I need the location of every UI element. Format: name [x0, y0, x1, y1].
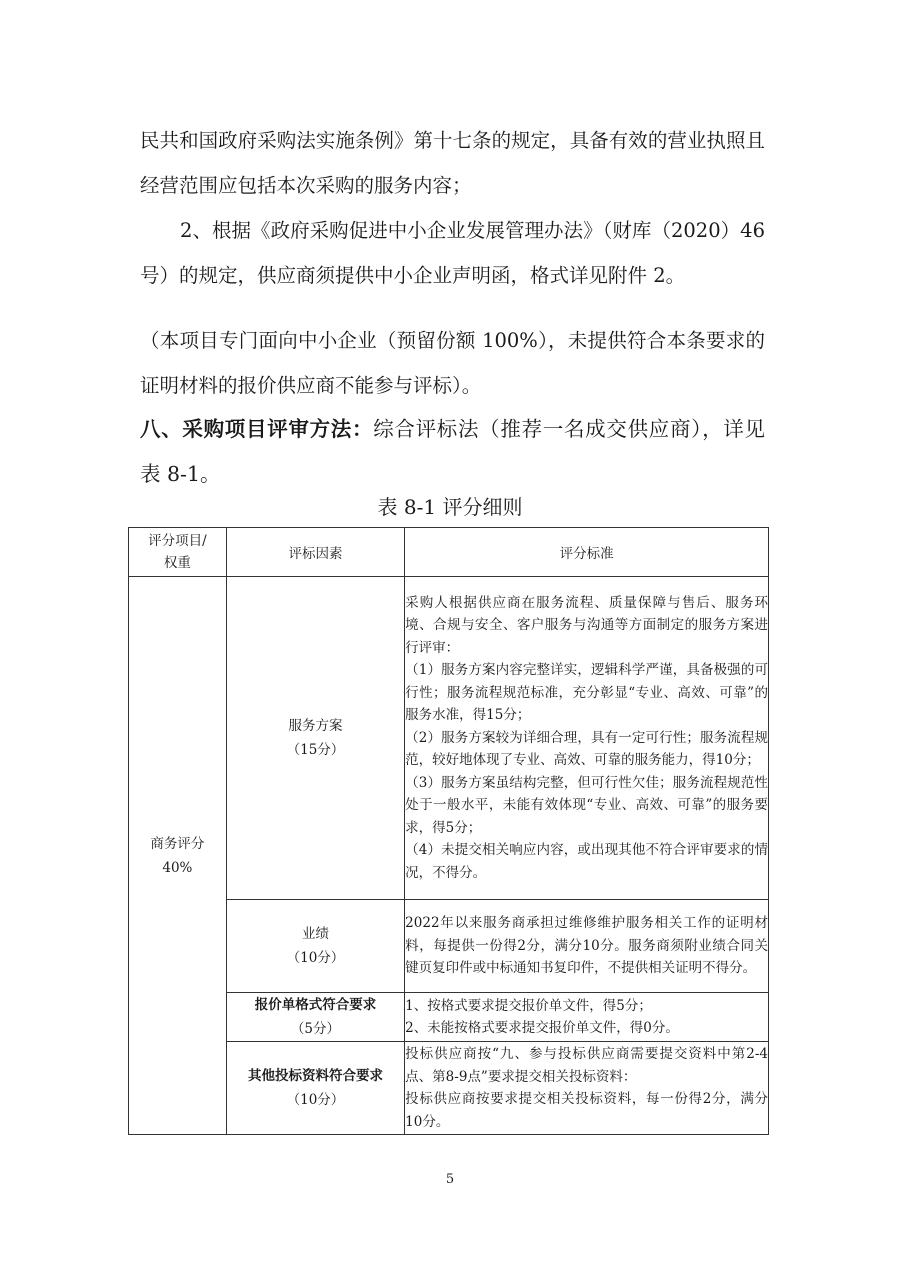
- factor-other-documents: [226, 1042, 404, 1135]
- factor-service-plan: [226, 577, 404, 900]
- criteria-line: （4）未提交相关响应内容，或出现其他不符合评审要求的情况，不得分。: [405, 842, 768, 881]
- category-weight: 40%: [162, 859, 193, 876]
- factor-name: 服务方案: [288, 718, 343, 734]
- category-name: 商务评分: [150, 835, 205, 852]
- criteria-line: 1、按格式要求提交报价单文件，得5分；: [405, 997, 652, 1014]
- factor-name: 其他投标资料符合要求: [247, 1068, 383, 1084]
- paragraph-sme-note: （本项目专门面向中小企业（预留份额 100%），未提供符合本条要求的证明材料的报价供应商不能参与评标）。: [140, 329, 765, 397]
- table-caption: 表 8-1 评分细则: [377, 495, 523, 519]
- criteria-service-plan: [405, 577, 769, 900]
- section-eight-heading: 八、采购项目评审方法：: [140, 417, 374, 441]
- scoring-table: [128, 527, 769, 1135]
- criteria-other-documents: [405, 1042, 769, 1135]
- header-item-weight: [129, 528, 227, 577]
- criteria-line: （1）服务方案内容完整详实，逻辑科学严谨，具备极强的可行性；服务流程规范标准，充分彰显“专业、高效、可靠”的服务水准，得15分；: [405, 662, 768, 724]
- factor-name: 报价单格式符合要求: [254, 997, 377, 1013]
- header-item-line2: 权重: [163, 555, 191, 571]
- criteria-line: （3）服务方案虽结构完整，但可行性欠佳；服务流程规范性处于一般水平，未能有效体现“专业、高效、可靠”的服务要求，得5分；: [405, 774, 768, 836]
- header-item-line1: 评分项目/: [148, 533, 207, 549]
- factor-score: （5分）: [290, 1021, 340, 1037]
- table-row: [129, 577, 769, 900]
- criteria-line: 采购人根据供应商在服务流程、质量保障与售后、服务环境、合规与安全、客户服务与沟通等方面制定的服务方案进行评审：: [405, 594, 768, 656]
- factor-score: （10分）: [286, 950, 345, 966]
- factor-score: （10分）: [286, 1092, 345, 1108]
- criteria-line: （2）服务方案较为详细合理，具有一定可行性；服务流程规范，较好地体现了专业、高效、可靠的服务能力，得10分；: [405, 729, 768, 769]
- header-factor: 评标因素: [226, 528, 404, 577]
- paragraph-qualification-end: 民共和国政府采购法实施条例》第十七条的规定，具备有效的营业执照且经营范围应包括本次采购的服务内容；: [140, 129, 765, 197]
- page-number: 5: [445, 1172, 455, 1187]
- criteria-line: 2、未能按格式要求提交报价单文件，得0分。: [405, 1020, 679, 1036]
- criteria-line: 投标供应商按要求提交相关投标资料，每一份得2分，满分10分。: [405, 1091, 768, 1130]
- criteria-line: 投标供应商按“九、参与投标供应商需要提交资料中第2-4点、第8-9点”要求提交相关投标资料：: [405, 1046, 768, 1085]
- section-eight-body: 综合评标法（推荐一名成交供应商），详见表 8-1。: [140, 417, 766, 486]
- criteria-performance: [405, 900, 769, 993]
- section-eight: [140, 407, 765, 497]
- table-header-row: [129, 528, 769, 577]
- criteria-line: 2022年以来服务商承担过维修维护服务相关工作的证明材料，每提供一份得2分，满分10分。服务商须附业绩合同关键页复印件或中标通知书复印件，不提供相关证明不得分。: [405, 915, 768, 977]
- factor-score: （15分）: [286, 742, 345, 758]
- paragraph-sme-requirement: 2、根据《政府采购促进中小企业发展管理办法》（财库（2020）46 号）的规定，供应商须提供中小企业声明函，格式详见附件 2。: [140, 219, 765, 287]
- factor-name: 业绩: [301, 926, 329, 942]
- factor-performance: [226, 900, 404, 993]
- header-criteria: 评分标准: [405, 528, 769, 577]
- criteria-quote-format: [405, 993, 769, 1042]
- factor-quote-format: [226, 993, 404, 1042]
- category-cell: [129, 577, 227, 1135]
